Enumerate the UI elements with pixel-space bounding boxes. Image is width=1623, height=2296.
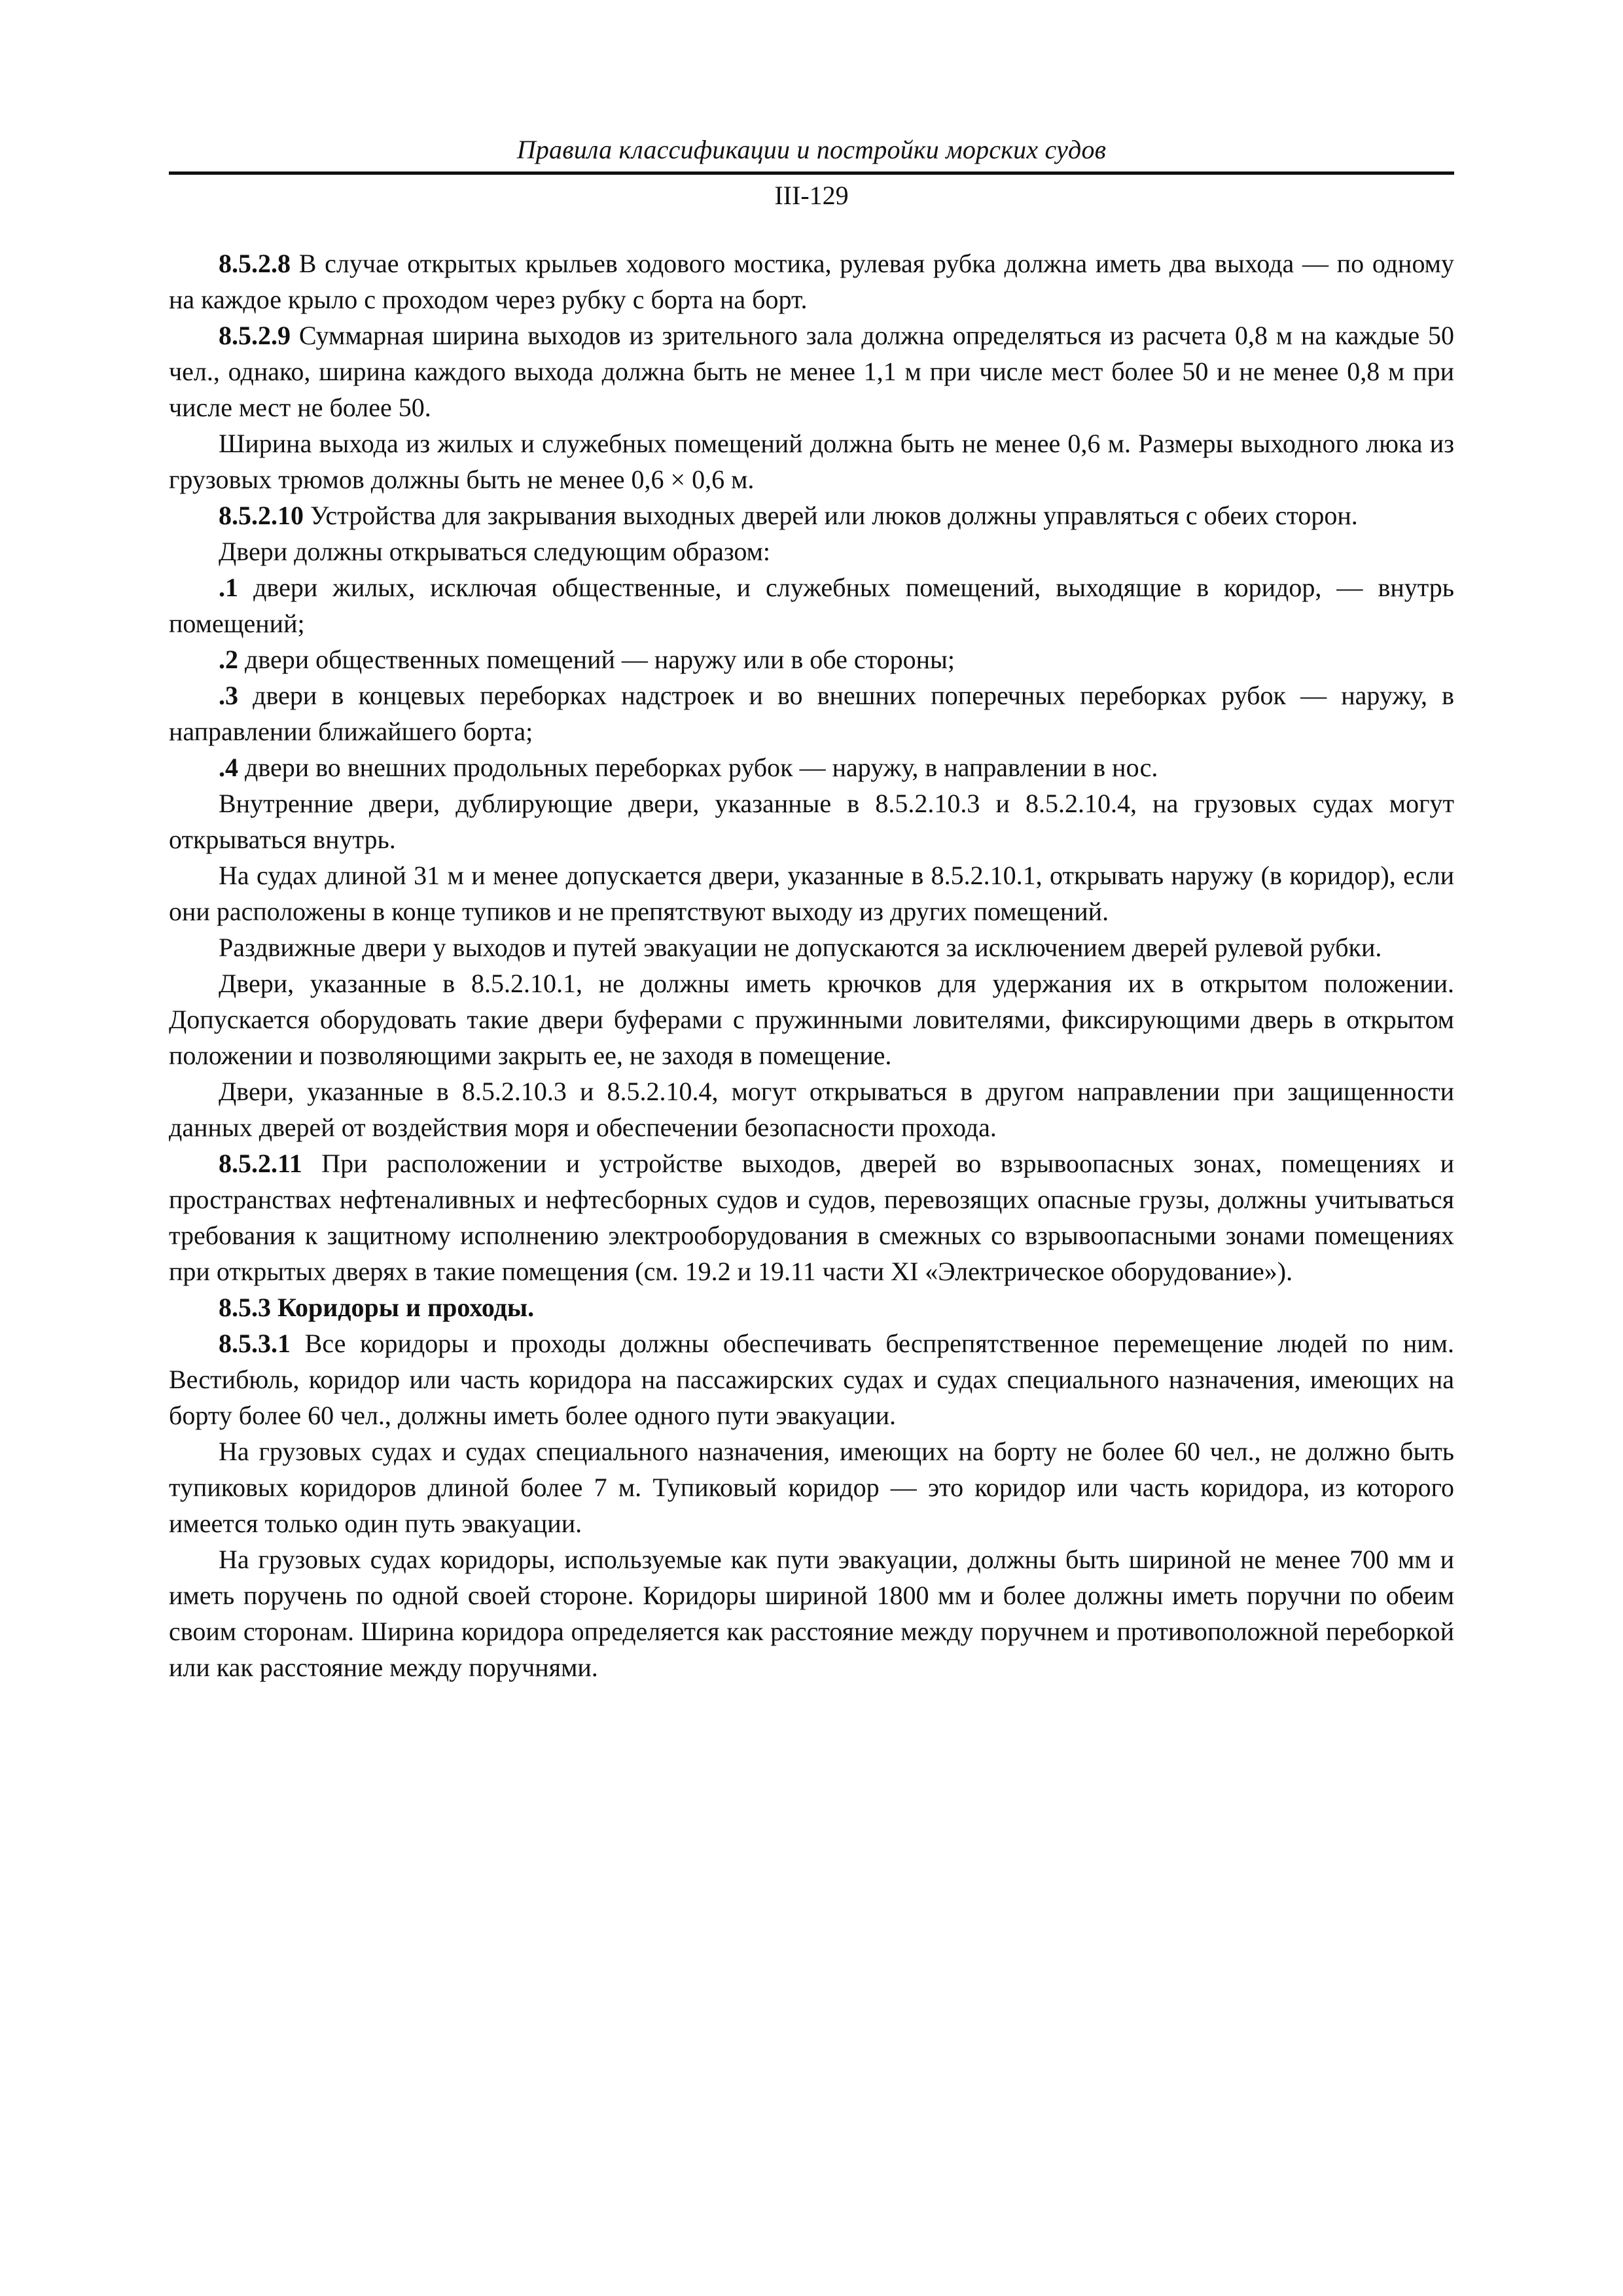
clause-number: 8.5.2.8 <box>219 249 291 278</box>
paragraph-text: На грузовых судах коридоры, используемые как пути эвакуации, должны быть шириной не менее 700 мм и иметь поручень по одной своей стороне. Коридоры шириной 1800 мм и более должны иметь поручни по обеим своим сторонам. Ширина коридора определяется как расстояние между поручнем и противоположной переборкой или как расстояние между поручнями. <box>169 1545 1454 1682</box>
paragraph-internal-doors <box>169 785 1454 857</box>
clause-number: 8.5.2.9 <box>219 321 291 350</box>
paragraph-text: Ширина выхода из жилых и служебных помещений должна быть не менее 0,6 м. Размеры выходного люка из грузовых трюмов должны быть не менее 0,6 × 0,6 м. <box>169 429 1454 494</box>
paragraph-dead-end-corridors <box>169 1433 1454 1541</box>
list-item-text: двери в концевых переборках надстроек и во внешних поперечных переборках рубок — наружу, в направлении ближайшего борта; <box>169 681 1454 746</box>
list-item-number: .1 <box>219 573 238 602</box>
paragraph-text: Двери, указанные в 8.5.2.10.1, не должны иметь крючков для удержания их в открытом положении. Допускается оборудовать такие двери буферами с пружинными ловителями, фиксирующими дверь в открытом положении и позволяющими закрыть ее, не заходя в помещение. <box>169 969 1454 1070</box>
paragraph-door-hooks <box>169 965 1454 1073</box>
list-item-number: .2 <box>219 645 238 674</box>
clause-number: 8.5.3.1 <box>219 1329 291 1358</box>
paragraph-short-ships <box>169 857 1454 929</box>
header-rule <box>169 171 1454 175</box>
paragraph-text: Двери должны открываться следующим образом: <box>219 537 771 566</box>
paragraph-text: В случае открытых крыльев ходового мостика, рулевая рубка должна иметь два выхода — по одному на каждое крыло с проходом через рубку с борта на борт. <box>169 249 1454 314</box>
list-item-text: двери жилых, исключая общественные, и служебных помещений, выходящие в коридор, — внутрь помещений; <box>169 573 1454 638</box>
paragraph-text: Устройства для закрывания выходных дверей или люков должны управляться с обеих сторон. <box>304 501 1358 530</box>
paragraph-8-5-3-1 <box>169 1325 1454 1433</box>
list-item-1 <box>169 569 1454 641</box>
paragraph-8-5-2-8 <box>169 245 1454 317</box>
clause-number: 8.5.2.11 <box>219 1149 302 1178</box>
list-item-text: двери общественных помещений — наружу или в обе стороны; <box>238 645 955 674</box>
list-item-3 <box>169 677 1454 749</box>
list-item-number: .3 <box>219 681 238 710</box>
list-item-text: двери во внешних продольных переборках рубок — наружу, в направлении в нос. <box>238 753 1158 782</box>
paragraph-text: Внутренние двери, дублирующие двери, указанные в 8.5.2.10.3 и 8.5.2.10.4, на грузовых судах могут открываться внутрь. <box>169 789 1454 854</box>
list-item-2 <box>169 641 1454 677</box>
paragraph-corridor-width <box>169 1541 1454 1685</box>
document-page <box>169 131 1454 1685</box>
paragraph-text: Все коридоры и проходы должны обеспечивать беспрепятственное перемещение людей по ним. Вестибюль, коридор или часть коридора на пассажирских судах и судах специального назначения, имеющих на борту более 60 чел., должны иметь более одного пути эвакуации. <box>169 1329 1454 1430</box>
paragraph-8-5-2-9 <box>169 317 1454 425</box>
section-heading: 8.5.3 Коридоры и проходы. <box>219 1293 535 1322</box>
paragraph-text: Раздвижные двери у выходов и путей эвакуации не допускаются за исключением дверей рулевой рубки. <box>219 933 1382 962</box>
paragraph-door-direction <box>169 1073 1454 1145</box>
list-item-number: .4 <box>219 753 238 782</box>
paragraph-text: На судах длиной 31 м и менее допускается двери, указанные в 8.5.2.10.1, открывать наружу (в коридор), если они расположены в конце тупиков и не препятствуют выходу из других помещений. <box>169 861 1454 926</box>
list-item-4 <box>169 749 1454 785</box>
paragraph-text: На грузовых судах и судах специального назначения, имеющих на борту не более 60 чел., не должно быть тупиковых коридоров длиной более 7 м. Тупиковый коридор — это коридор или часть коридора, из которого имеется только один путь эвакуации. <box>169 1437 1454 1538</box>
paragraph-exit-width <box>169 425 1454 497</box>
paragraph-text: При расположении и устройстве выходов, дверей во взрывоопасных зонах, помещениях и пространствах нефтеналивных и нефтесборных судов и судов, перевозящих опасные грузы, должны учитываться требования к защитному исполнению электрооборудования в смежных со взрывоопасными зонами помещениях при открытых дверях в такие помещения (см. 19.2 и 19.11 части XI «Электрическое оборудование»). <box>169 1149 1454 1286</box>
paragraph-text: Суммарная ширина выходов из зрительного зала должна определяться из расчета 0,8 м на каждые 50 чел., однако, ширина каждого выхода должна быть не менее 1,1 м при числе мест более 50 и не менее 0,8 м при числе мест не более 50. <box>169 321 1454 422</box>
paragraph-text: Двери, указанные в 8.5.2.10.3 и 8.5.2.10.4, могут открываться в другом направлении при защищенности данных дверей от воздействия моря и обеспечении безопасности прохода. <box>169 1077 1454 1142</box>
page-number: III-129 <box>774 181 849 210</box>
paragraph-doors-intro <box>169 533 1454 569</box>
section-heading-8-5-3 <box>169 1289 1454 1325</box>
paragraph-8-5-2-10 <box>169 497 1454 533</box>
paragraph-sliding-doors <box>169 929 1454 965</box>
body-text <box>169 245 1454 1685</box>
running-title: Правила классификации и постройки морских судов <box>516 135 1107 164</box>
paragraph-8-5-2-11 <box>169 1145 1454 1289</box>
clause-number: 8.5.2.10 <box>219 501 304 530</box>
